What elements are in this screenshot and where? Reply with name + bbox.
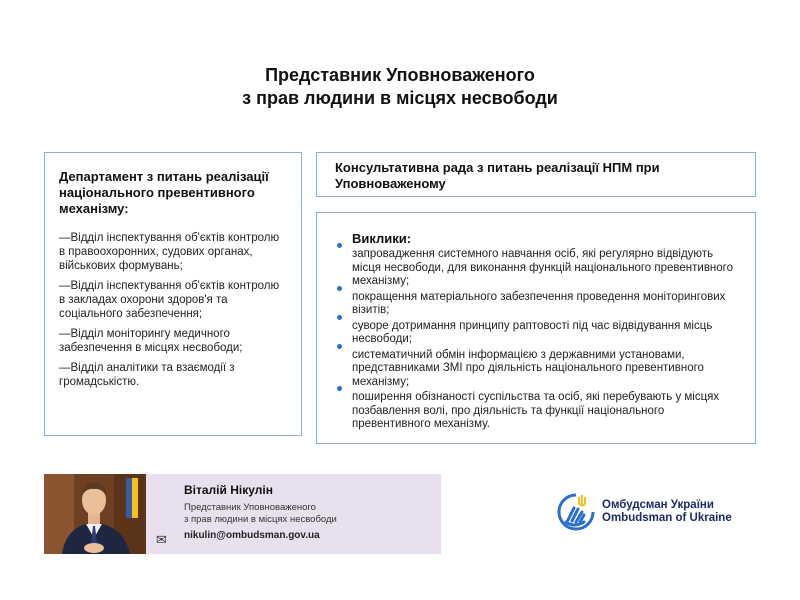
- title-line-1: Представник Уповноваженого: [265, 65, 535, 85]
- list-item: [337, 248, 741, 289]
- profile-name: Віталій Нікулін: [184, 483, 273, 497]
- list-item: [337, 320, 741, 347]
- logo-text: [602, 499, 732, 525]
- profile-role: [184, 502, 337, 525]
- profile-card: [44, 474, 441, 554]
- challenges-box: [316, 212, 756, 444]
- department-item: — Відділ інспектування об'єктів контролю в закладах охорони здоров'я та соціального забезпечення;: [59, 279, 287, 321]
- bullet-icon: [337, 243, 342, 248]
- bullet-icon: [337, 286, 342, 291]
- page-title: [0, 64, 800, 110]
- profile-email[interactable]: nikulin@ombudsman.gov.ua: [184, 530, 320, 541]
- bullet-icon: [337, 344, 342, 349]
- department-item: — Відділ аналітики та взаємодії з громадськістю.: [59, 361, 287, 389]
- portrait-photo: [44, 474, 146, 554]
- ombudsman-logo-icon: [556, 492, 596, 532]
- challenges-title: Виклики:: [352, 231, 412, 246]
- council-box: [316, 152, 756, 197]
- challenge-text: покращення матеріального забезпечення проведення моніторингових візитів;: [352, 290, 726, 316]
- logo-text-ua: Омбудсман України: [602, 499, 714, 511]
- list-item: [337, 349, 741, 390]
- title-line-2: з прав людини в місцях несвободи: [242, 88, 558, 108]
- bullet-icon: [337, 315, 342, 320]
- council-title: Консультативна рада з питань реалізації НПМ при Уповноваженому: [335, 160, 660, 191]
- challenges-list: [337, 248, 741, 432]
- challenge-text: запровадження системного навчання осіб, які регулярно відвідують місця несвободи, для виконання функцій національного превентивного механізму;: [352, 248, 734, 287]
- department-item: — Відділ інспектування об'єктів контролю в правоохоронних, судових органах, військових формувань;: [59, 231, 287, 273]
- list-item: [337, 291, 741, 318]
- profile-role-line-1: Представник Уповноваженого: [184, 502, 316, 513]
- challenge-text: поширення обізнаності суспільства та осіб, які перебувають у місцях позбавлення волі, про діяльність та функції національного превентивного механізму.: [352, 391, 720, 430]
- profile-role-line-2: з прав людини в місцях несвободи: [184, 513, 337, 525]
- challenge-text: суворе дотримання принципу раптовості під час відвідування місць несвободи;: [352, 319, 713, 345]
- logo-text-en: Ombudsman of Ukraine: [602, 512, 732, 524]
- challenge-text: систематичний обмін інформацією з державними установами, представниками ЗМІ про діяльність національного превентивного механізму;: [352, 348, 704, 388]
- envelope-icon: ✉: [156, 532, 167, 547]
- department-title: Департамент з питань реалізації національного превентивного механізму:: [59, 169, 269, 216]
- list-item: [337, 391, 741, 432]
- department-box: [44, 152, 302, 436]
- ombudsman-logo: [556, 490, 756, 534]
- department-item: — Відділ моніторингу медичного забезпечення в місцях несвободи;: [59, 327, 287, 355]
- bullet-icon: [337, 386, 342, 391]
